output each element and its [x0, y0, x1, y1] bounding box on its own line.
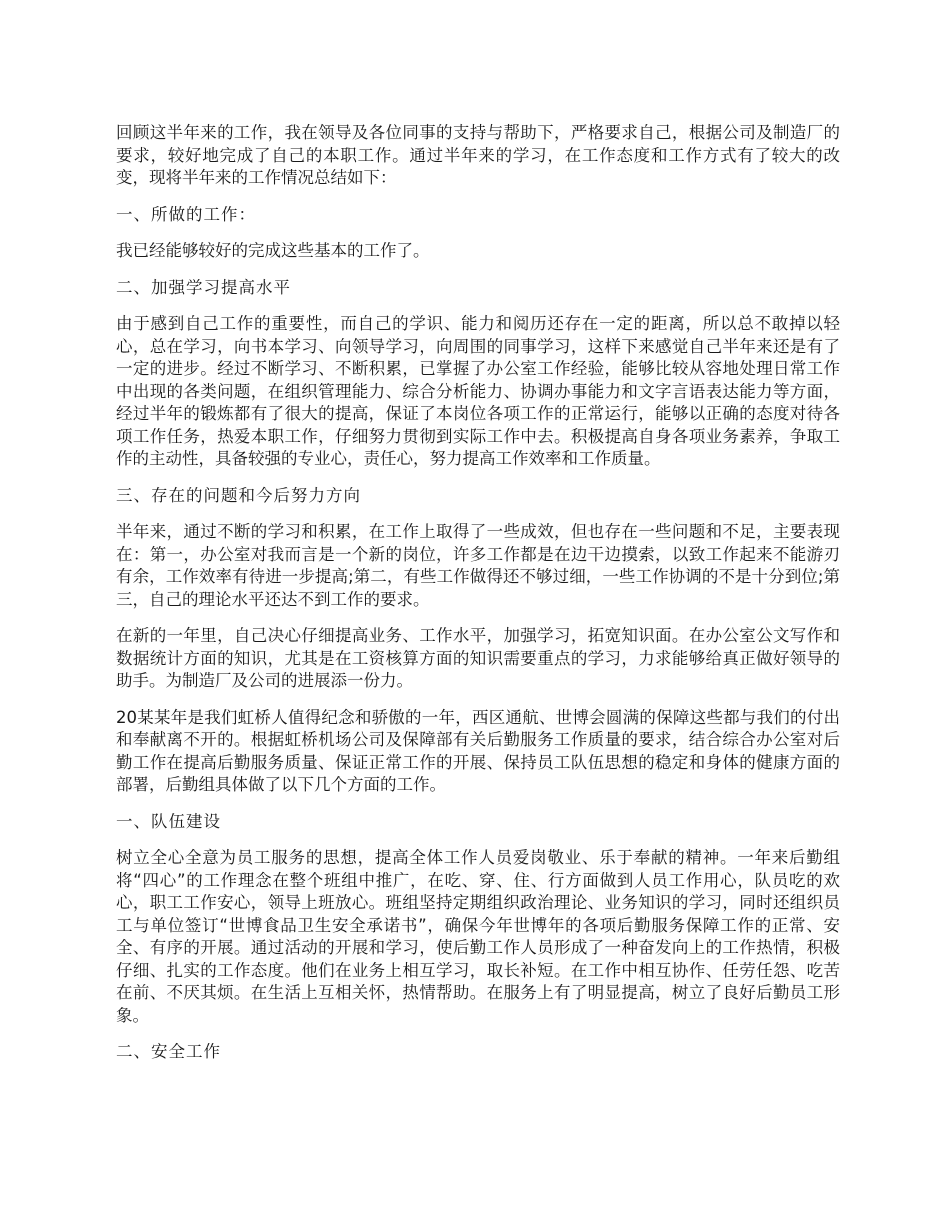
document-page — [116, 122, 840, 1078]
intro-paragraph: 回顾这半年来的工作，我在领导及各位同事的支持与帮助下，严格要求自己，根据公司及制造厂的要求，较好地完成了自己的本职工作。通过半年来的学习，在工作态度和工作方式有了较大的改变，现将半年来的工作情况总结如下： — [116, 123, 840, 187]
section-heading-problems: 三、存在的问题和今后努力方向 — [116, 485, 361, 505]
section-heading-team: 一、队伍建设 — [116, 811, 221, 831]
problems-paragraph: 半年来，通过不断的学习和积累，在工作上取得了一些成效，但也存在一些问题和不足，主要表现在：第一，办公室对我而言是一个新的岗位，许多工作都是在边干边摸索，以致工作起来不能游刃有余，工作效率有待进一步提高;第二，有些工作做得还不够过细，一些工作协调的不是十分到位;第三，自己的理论水平还达不到工作的要求。 — [116, 522, 840, 609]
new-year-paragraph: 在新的一年里，自己决心仔细提高业务、工作水平，加强学习，拓宽知识面。在办公室公文写作和数据统计方面的知识，尤其是在工资核算方面的知识需要重点的学习，力求能够给真正做好领导的助手。为制造厂及公司的进展添一份力。 — [116, 626, 840, 690]
work-done-paragraph: 我已经能够较好的完成这些基本的工作了。 — [116, 241, 430, 260]
team-paragraph: 树立全心全意为员工服务的思想，提高全体工作人员爱岗敬业、乐于奉献的精神。一年来后勤组将“四心”的工作理念在整个班组中推广，在吃、穿、住、行方面做到人员工作用心，队员吃的欢心，职工工作安心，领导上班放心。班组坚持定期组织政治理论、业务知识的学习，同时还组织员工与单位签订“世博食品卫生安全承诺书”，确保今年世博年的各项后勤服务保障工作的正常、安全、有序的开展。通过活动的开展和学习，使后勤工作人员形成了一种奋发向上的工作热情，积极仔细、扎实的工作态度。他们在业务上相互学习，取长补短。在工作中相互协作、任劳任怨、吃苦在前、不厌其烦。在生活上互相关怀，热情帮助。在服务上有了明显提高，树立了良好后勤员工形象。 — [116, 848, 840, 1025]
section-heading-study: 二、加强学习提高水平 — [116, 277, 291, 297]
section-heading-safety: 二、安全工作 — [116, 1042, 221, 1061]
hongqiao-paragraph: 20某某年是我们虹桥人值得纪念和骄傲的一年，西区通航、世博会圆满的保障这些都与我们的付出和奉献离不开的。根据虹桥机场公司及保障部有关后勤服务工作质量的要求，结合综合办公室对后勤工作在提高后勤服务质量、保证正常工作的开展、保持员工队伍思想的稳定和身体的健康方面的部署，后勤组具体做了以下几个方面的工作。 — [116, 707, 840, 794]
study-paragraph: 由于感到自己工作的重要性，而自己的学识、能力和阅历还存在一定的距离，所以总不敢掉以轻心，总在学习，向书本学习、向领导学习，向周围的同事学习，这样下来感觉自己半年来还是有了一定的进步。经过不断学习、不断积累，已掌握了办公室工作经验，能够比较从容地处理日常工作中出现的各类问题，在组织管理能力、综合分析能力、协调办事能力和文字言语表达能力等方面，经过半年的锻炼都有了很大的提高，保证了本岗位各项工作的正常运行，能够以正确的态度对待各项工作任务，热爱本职工作，仔细努力贯彻到实际工作中去。积极提高自身各项业务素养，争取工作的主动性，具备较强的专业心，责任心，努力提高工作效率和工作质量。 — [116, 314, 840, 468]
section-heading-work-done: 一、所做的工作： — [116, 204, 256, 224]
